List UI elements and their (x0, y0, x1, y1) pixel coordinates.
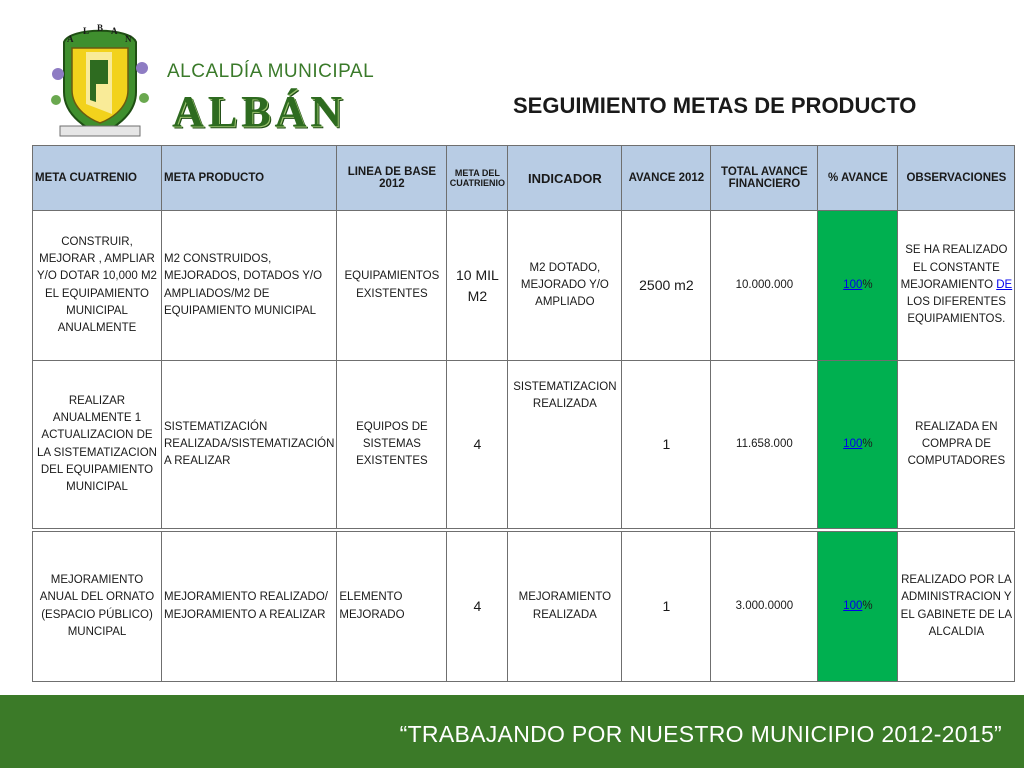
cell-total-avance: 11.658.000 (711, 361, 818, 529)
col-header-observaciones: OBSERVACIONES (898, 146, 1015, 211)
svg-text:B: B (97, 23, 104, 33)
svg-text:L: L (83, 26, 90, 36)
cell-observaciones (898, 211, 1015, 361)
cell-avance: 1 (622, 361, 711, 529)
cell-indicador: SISTEMATIZACION REALIZADA (508, 361, 622, 529)
col-header-meta-cuatrienio: META DEL CUATRIENIO (447, 146, 508, 211)
cell-indicador: M2 DOTADO, MEJORADO Y/O AMPLIADO (508, 211, 622, 361)
cell-total-avance: 10.000.000 (711, 211, 818, 361)
org-name: ALBÁN (172, 87, 347, 136)
obs-text-pre: SE HA REALIZADO EL CONSTANTE MEJORAMIENTO (900, 244, 1008, 291)
product-goals-table (32, 145, 1015, 682)
cell-avance: 2500 m2 (622, 211, 711, 361)
col-header-meta-producto: META PRODUCTO (162, 146, 337, 211)
cell-pct-avance (818, 532, 898, 682)
cell-meta-cuatrenio: CONSTRUIR, MEJORAR , AMPLIAR Y/O DOTAR 10,000 M2 EL EQUIPAMIENTO MUNICIPAL ANUALMENTE (33, 211, 162, 361)
table-row (33, 361, 1015, 529)
pct-sign: % (862, 599, 873, 612)
col-header-linea-base: LINEA DE BASE 2012 (337, 146, 447, 211)
obs-text-post: LOS DIFERENTES EQUIPAMIENTOS. (906, 296, 1006, 326)
col-header-pct-avance: % AVANCE (818, 146, 898, 211)
municipal-coat-of-arms-logo (50, 22, 150, 140)
obs-link[interactable]: DE (996, 278, 1013, 291)
cell-observaciones: REALIZADA EN COMPRA DE COMPUTADORES (898, 361, 1015, 529)
cell-meta-producto: MEJORAMIENTO REALIZADO/ MEJORAMIENTO A REALIZAR (162, 532, 337, 682)
pct-sign: % (862, 278, 873, 291)
svg-text:A: A (67, 34, 74, 44)
svg-text:A: A (111, 26, 118, 36)
pct-sign: % (862, 437, 873, 450)
cell-observaciones: REALIZADO POR LA ADMINISTRACION Y EL GABINETE DE LA ALCALDIA (898, 532, 1015, 682)
cell-total-avance: 3.000.0000 (711, 532, 818, 682)
cell-linea-base: ELEMENTO MEJORADO (337, 532, 447, 682)
cell-meta-producto: M2 CONSTRUIDOS, MEJORADOS, DOTADOS Y/O AMPLIADOS/M2 DE EQUIPAMIENTO MUNICIPAL (162, 211, 337, 361)
svg-text:N: N (125, 34, 132, 44)
col-header-avance: AVANCE 2012 (622, 146, 711, 211)
cell-meta-cuatrienio: 4 (447, 361, 508, 529)
col-header-indicador: INDICADOR (508, 146, 622, 211)
org-subtitle: ALCALDÍA MUNICIPAL (167, 61, 375, 82)
cell-pct-avance (818, 361, 898, 529)
cell-meta-producto: SISTEMATIZACIÓN REALIZADA/SISTEMATIZACIÓN A REALIZAR (162, 361, 337, 529)
cell-pct-avance (818, 211, 898, 361)
table-row (33, 211, 1015, 361)
footer-bar (0, 695, 1024, 768)
pct-avance-link[interactable]: 100 (843, 437, 863, 450)
cell-avance: 1 (622, 532, 711, 682)
col-header-total-avance: TOTAL AVANCE FINANCIERO (711, 146, 818, 211)
table-header-row (33, 146, 1015, 211)
cell-meta-cuatrenio: REALIZAR ANUALMENTE 1 ACTUALIZACION DE LA SISTEMATIZACION DEL EQUIPAMIENTO MUNICIPAL (33, 361, 162, 529)
pct-avance-link[interactable]: 100 (843, 278, 863, 291)
col-header-meta-cuatrenio: META CUATRENIO (33, 146, 162, 211)
cell-linea-base: EQUIPOS DE SISTEMAS EXISTENTES (337, 361, 447, 529)
page-title: SEGUIMIENTO METAS DE PRODUCTO (513, 93, 917, 118)
cell-meta-cuatrenio: MEJORAMIENTO ANUAL DEL ORNATO (ESPACIO PÚBLICO) MUNCIPAL (33, 532, 162, 682)
pct-avance-link[interactable]: 100 (843, 599, 863, 612)
cell-meta-cuatrienio: 10 MIL M2 (447, 211, 508, 361)
cell-indicador: MEJORAMIENTO REALIZADA (508, 532, 622, 682)
footer-slogan: “TRABAJANDO POR NUESTRO MUNICIPIO 2012-2015” (399, 721, 1002, 747)
table-row (33, 532, 1015, 682)
cell-linea-base: EQUIPAMIENTOS EXISTENTES (337, 211, 447, 361)
cell-meta-cuatrienio: 4 (447, 532, 508, 682)
